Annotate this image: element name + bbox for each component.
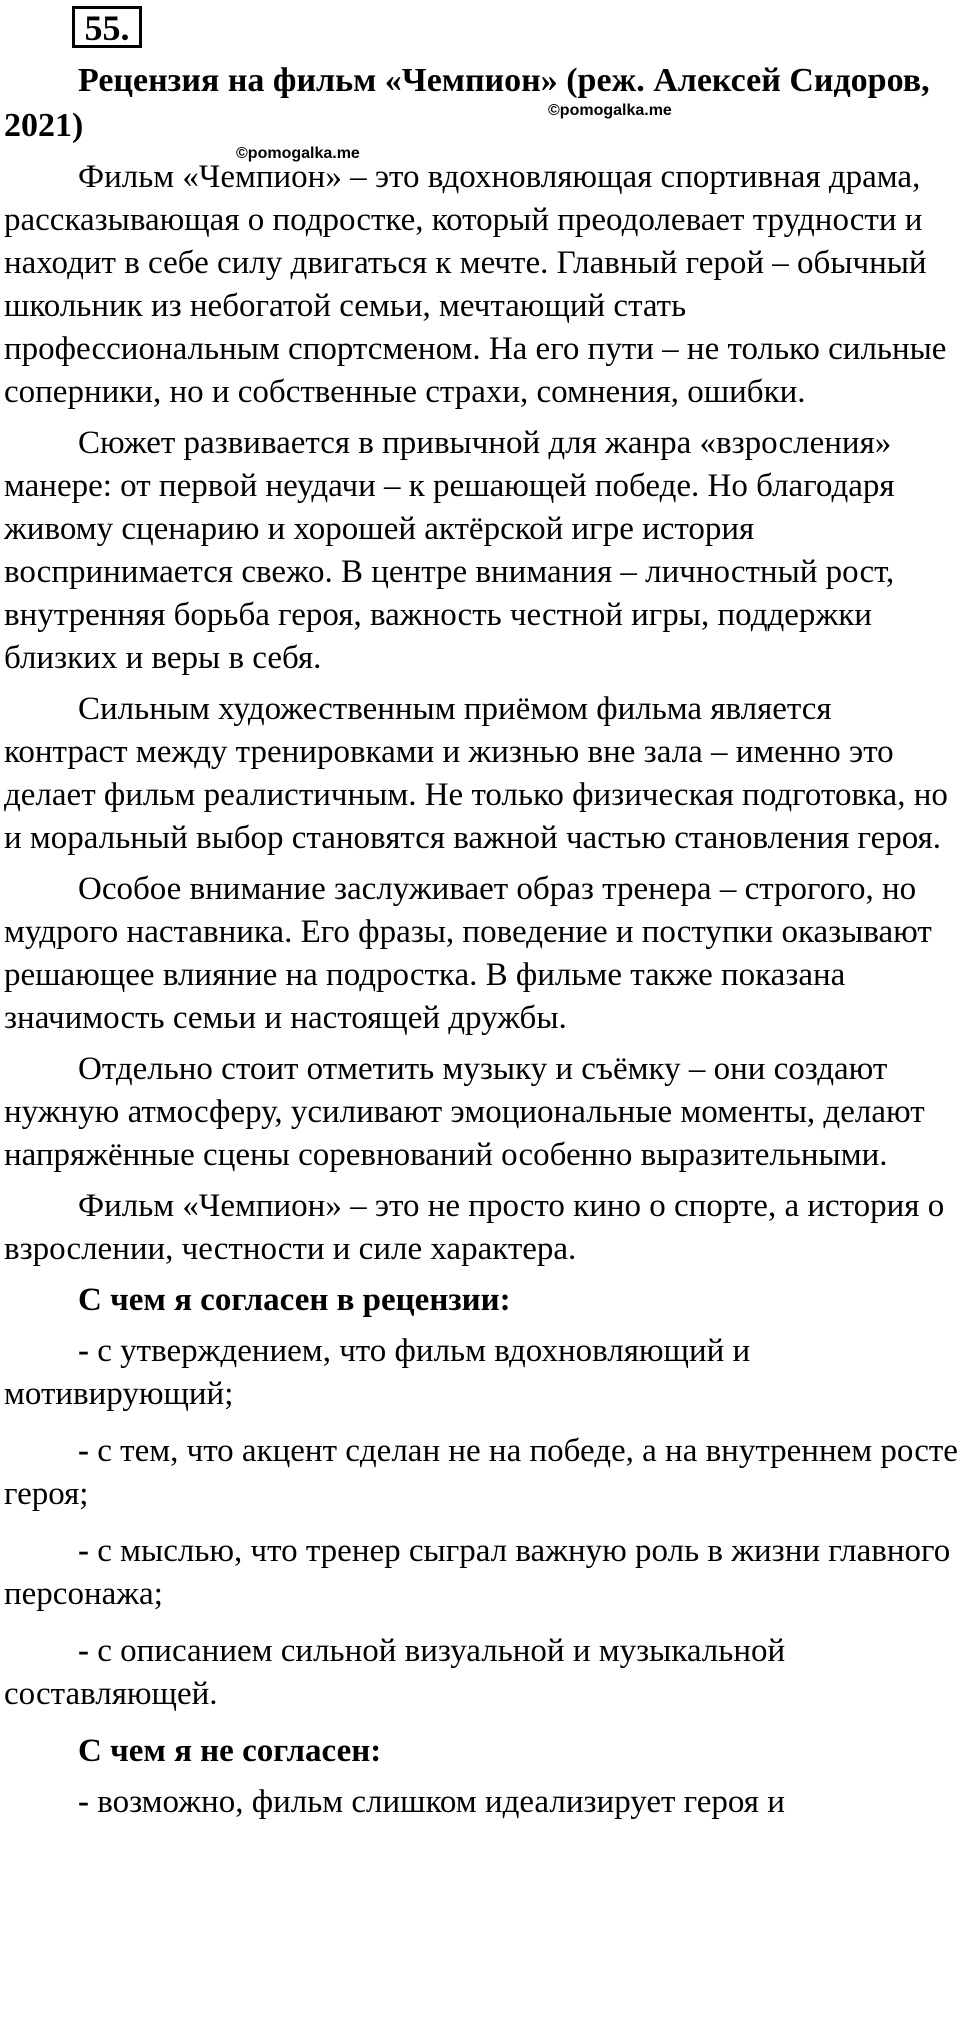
list-item-text: с мыслью, что тренер сыграл важную роль в жизни главного персонажа; [4, 1533, 951, 1612]
list-item-text: с утверждением, что фильм вдохновляющий и мотивирующий; [4, 1333, 751, 1412]
list-marker: - [78, 1533, 89, 1569]
list-item-text: с описанием сильной визуальной и музыкальной составляющей. [4, 1633, 786, 1712]
list-item-text: возможно, фильм слишком идеализирует героя и [97, 1784, 785, 1820]
paragraph: Сюжет развивается в привычной для жанра «взросления» манере: от первой неудачи – к решающей победе. Но благодаря живому сценарию и хорошей актёрской игре история воспринимается свежо. В центре внимания – личностный рост, внутренняя борьба героя, важность честной игры, поддержки близких и веры в себя. [4, 425, 895, 676]
document-body [4, 156, 959, 1838]
paragraph: Фильм «Чемпион» – это не просто кино о спорте, а история о взрослении, честности и силе характера. [4, 1188, 945, 1267]
paragraph: Особое внимание заслуживает образ тренера – строгого, но мудрого наставника. Его фразы, поведение и поступки оказывают решающее влияние на подростка. В фильме также показана значимость семьи и настоящей дружбы. [4, 871, 932, 1036]
list-item [4, 1530, 959, 1616]
paragraph: Фильм «Чемпион» – это вдохновляющая спортивная драма, рассказывающая о подростке, который преодолевает трудности и находит в себе силу двигаться к мечте. Главный герой – обычный школьник из небогатой семьи, мечтающий стать профессиональным спортсменом. На его пути – не только сильные соперники, но и собственные страхи, сомнения, ошибки. [4, 159, 947, 410]
list-marker: - [78, 1784, 89, 1820]
list-item [4, 1430, 959, 1516]
disagree-heading: С чем я не согласен: [78, 1733, 382, 1769]
list-item [4, 1330, 959, 1416]
list-marker: - [78, 1333, 89, 1369]
task-number-box: 55. [72, 6, 142, 48]
watermark: ©pomogalka.me [236, 145, 360, 162]
review-title: Рецензия на фильм «Чемпион» (реж. Алексей Сидоров, 2021) [4, 62, 930, 144]
list-item [4, 1630, 959, 1716]
list-item [4, 1781, 959, 1824]
watermark: ©pomogalka.me [548, 102, 672, 119]
paragraph: Сильным художественным приёмом фильма является контраст между тренировками и жизнью вне зала – именно это делает фильм реалистичным. Не только физическая подготовка, но и моральный выбор становятся важной частью становления героя. [4, 691, 948, 856]
list-marker: - [78, 1433, 89, 1469]
list-item-text: с тем, что акцент сделан не на победе, а на внутреннем росте героя; [4, 1433, 958, 1512]
paragraph: Отдельно стоит отметить музыку и съёмку – они создают нужную атмосферу, усиливают эмоциональные моменты, делают напряжённые сцены соревнований особенно выразительными. [4, 1051, 925, 1173]
agree-heading: С чем я согласен в рецензии: [78, 1282, 511, 1318]
list-marker: - [78, 1633, 89, 1669]
